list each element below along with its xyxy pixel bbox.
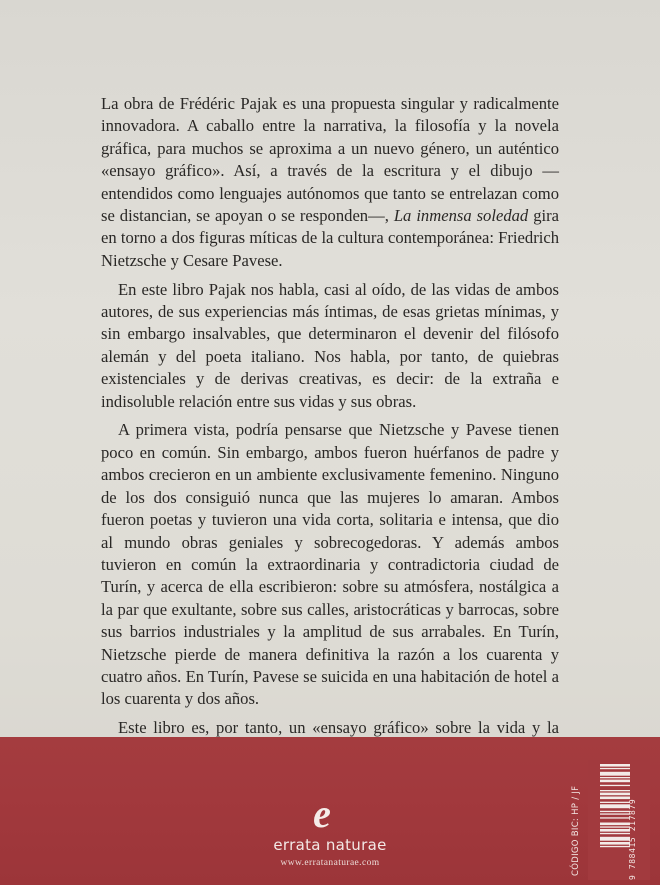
barcode-bar <box>600 804 630 808</box>
barcode-bar <box>600 797 630 800</box>
synopsis-paragraph-1: La obra de Frédéric Pajak es una propuesta singular y radicalmente innovadora. A caballo entre la narrativa, la filosofía y la novela gráfica, para muchos se aproxima a un nuevo género, un auténtico «ensayo gráfico». Así, a través de la escritura y el dibujo —entendidos como lenguajes autónomos que tanto se entrelazan como se distancian, se apoyan o se responden—, La inmensa soledad gira en torno a dos figuras míticas de la cultura contemporánea: Friedrich Nietzsche y Cesare Pavese. <box>101 94 559 270</box>
barcode-bar <box>600 768 630 769</box>
synopsis-paragraph-3: A primera vista, podría pensarse que Nietzsche y Pavese tienen poco en común. Sin embargo, ambos fueron huérfanos de padre y ambos crecieron en un ambiente exclusivamente femenino. Ninguno de los dos consiguió nunca que las mujeres lo amaran. Ambos fueron poetas y tuvieron una vida corta, solitaria e intensa, que dio al mundo obras geniales y sobrecogedoras. Y además ambos tuvieron en común la extraordinaria y contradictoria ciudad de Turín, y acerca de ella escribieron: sobre su atmósfera, nostálgica a la par que exultante, sobre sus calles, aristocráticas y barrocas, sobre sus barrios industriales y la amplitud de sus arrabales. En Turín, Nietzsche pierde de manera definitiva la razón a los cuarenta y cuatro años. En Turín, Pavese se suicida en una habitación de hotel a los cuarenta y dos años. <box>101 420 559 709</box>
isbn-digits: 9 788415 217879 <box>628 798 637 880</box>
barcode-bar <box>600 772 630 776</box>
book-title-italic: La inmensa soledad <box>393 206 529 226</box>
barcode-bar <box>600 780 630 783</box>
barcode-bar <box>600 785 630 786</box>
errata-e-logo-icon <box>302 796 342 832</box>
barcode-bar <box>600 793 630 796</box>
synopsis-paragraph-4: Este libro es, por tanto, un «ensayo gráfico» sobre la vida y la <box>118 718 559 738</box>
barcode-bar <box>600 829 630 832</box>
barcode-bar <box>600 823 630 826</box>
barcode-bar <box>600 842 630 845</box>
bic-code: CÓDIGO BIC: HP / JF <box>571 785 581 876</box>
barcode-bar <box>600 826 630 827</box>
barcode-bar <box>600 846 630 847</box>
barcode-bar <box>600 811 630 812</box>
barcode-bar <box>600 837 630 841</box>
barcode-bar <box>600 764 630 767</box>
barcode-bar <box>600 790 630 791</box>
synopsis-text <box>101 93 559 791</box>
synopsis-paragraph-2: En este libro Pajak nos habla, casi al oído, de las vidas de ambos autores, de sus experiencias más íntimas, de esas grietas mínimas, y sin embargo insalvables, que determinaron el devenir del filósofo alemán y del poeta italiano. Nos habla, por tanto, de quiebras existenciales y de derivas creativas, es decir: de la extraña e indisoluble relación entre sus vidas y sus obras. <box>101 279 559 411</box>
barcode-bar <box>600 802 630 803</box>
logo-glyph: e <box>313 796 331 832</box>
barcode-bar <box>600 817 630 818</box>
barcode-bar <box>600 777 630 778</box>
publisher-url: www.erratanaturae.com <box>280 858 380 868</box>
barcode-bar <box>600 813 630 814</box>
barcode-bar <box>600 833 630 834</box>
publisher-name: errata naturae <box>273 836 387 854</box>
